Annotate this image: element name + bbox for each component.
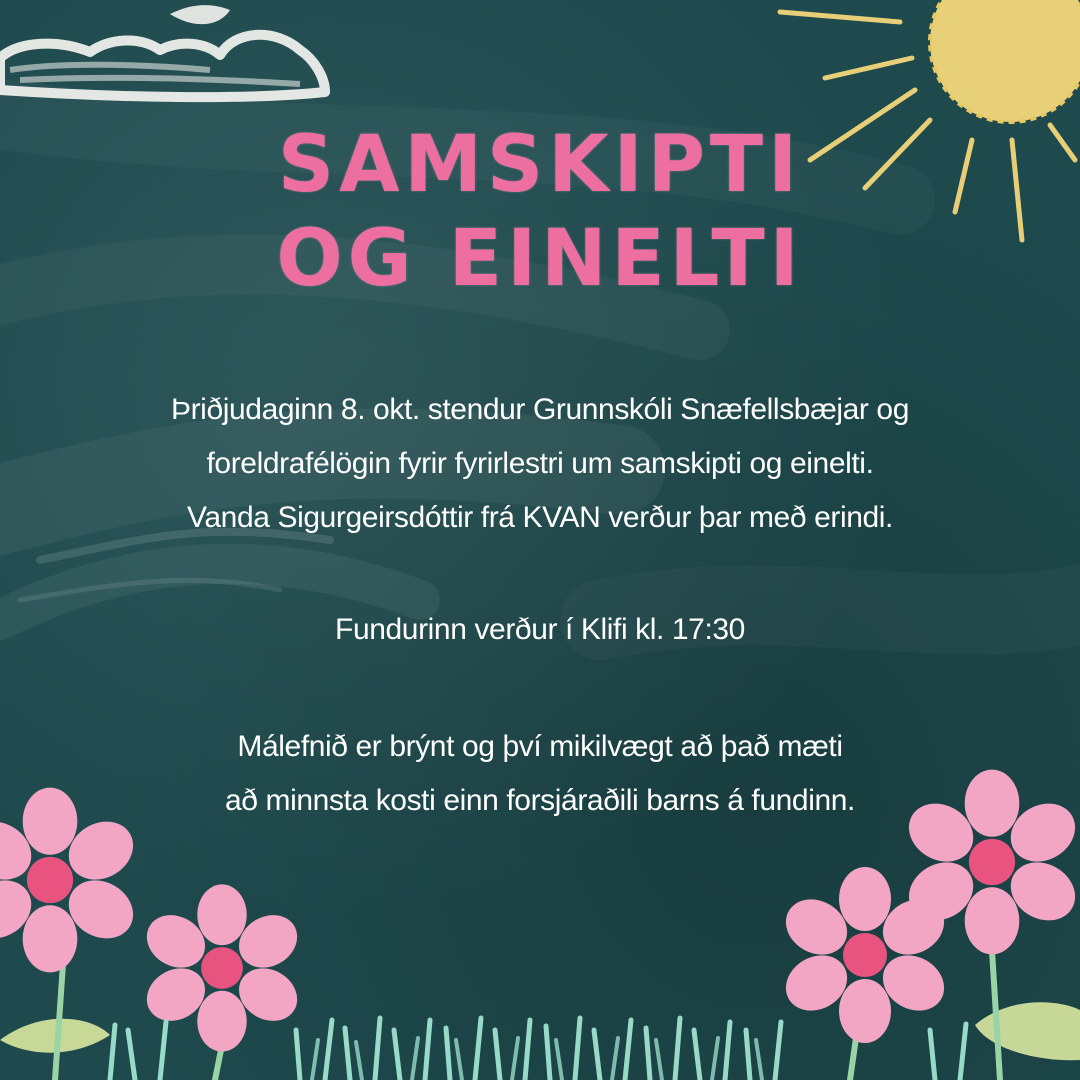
meeting-line: Fundurinn verður í Klifi kl. 17:30 xyxy=(335,613,745,646)
importance-line-1: Málefnið er brýnt og því mikilvægt að það mæti xyxy=(237,730,843,763)
flower-icon xyxy=(137,884,306,1051)
title-line-1: SAMSKIPTI xyxy=(277,120,803,210)
title-line-2: OG EINELTI xyxy=(276,214,804,304)
importance-line-2: að minnsta kosti einn forsjáraðili barns á fundinn. xyxy=(225,784,855,817)
flower-icon xyxy=(0,788,144,973)
event-line-2: foreldrafélögin fyrir fyrirlestri um samskipti og einelti. xyxy=(206,447,874,480)
event-line-1: Þriðjudaginn 8. okt. stendur Grunnskóli Snæfellsbæjar og xyxy=(170,393,909,426)
event-line-3: Vanda Sigurgeirsdóttir frá KVAN verður þar með erindi. xyxy=(187,501,893,534)
